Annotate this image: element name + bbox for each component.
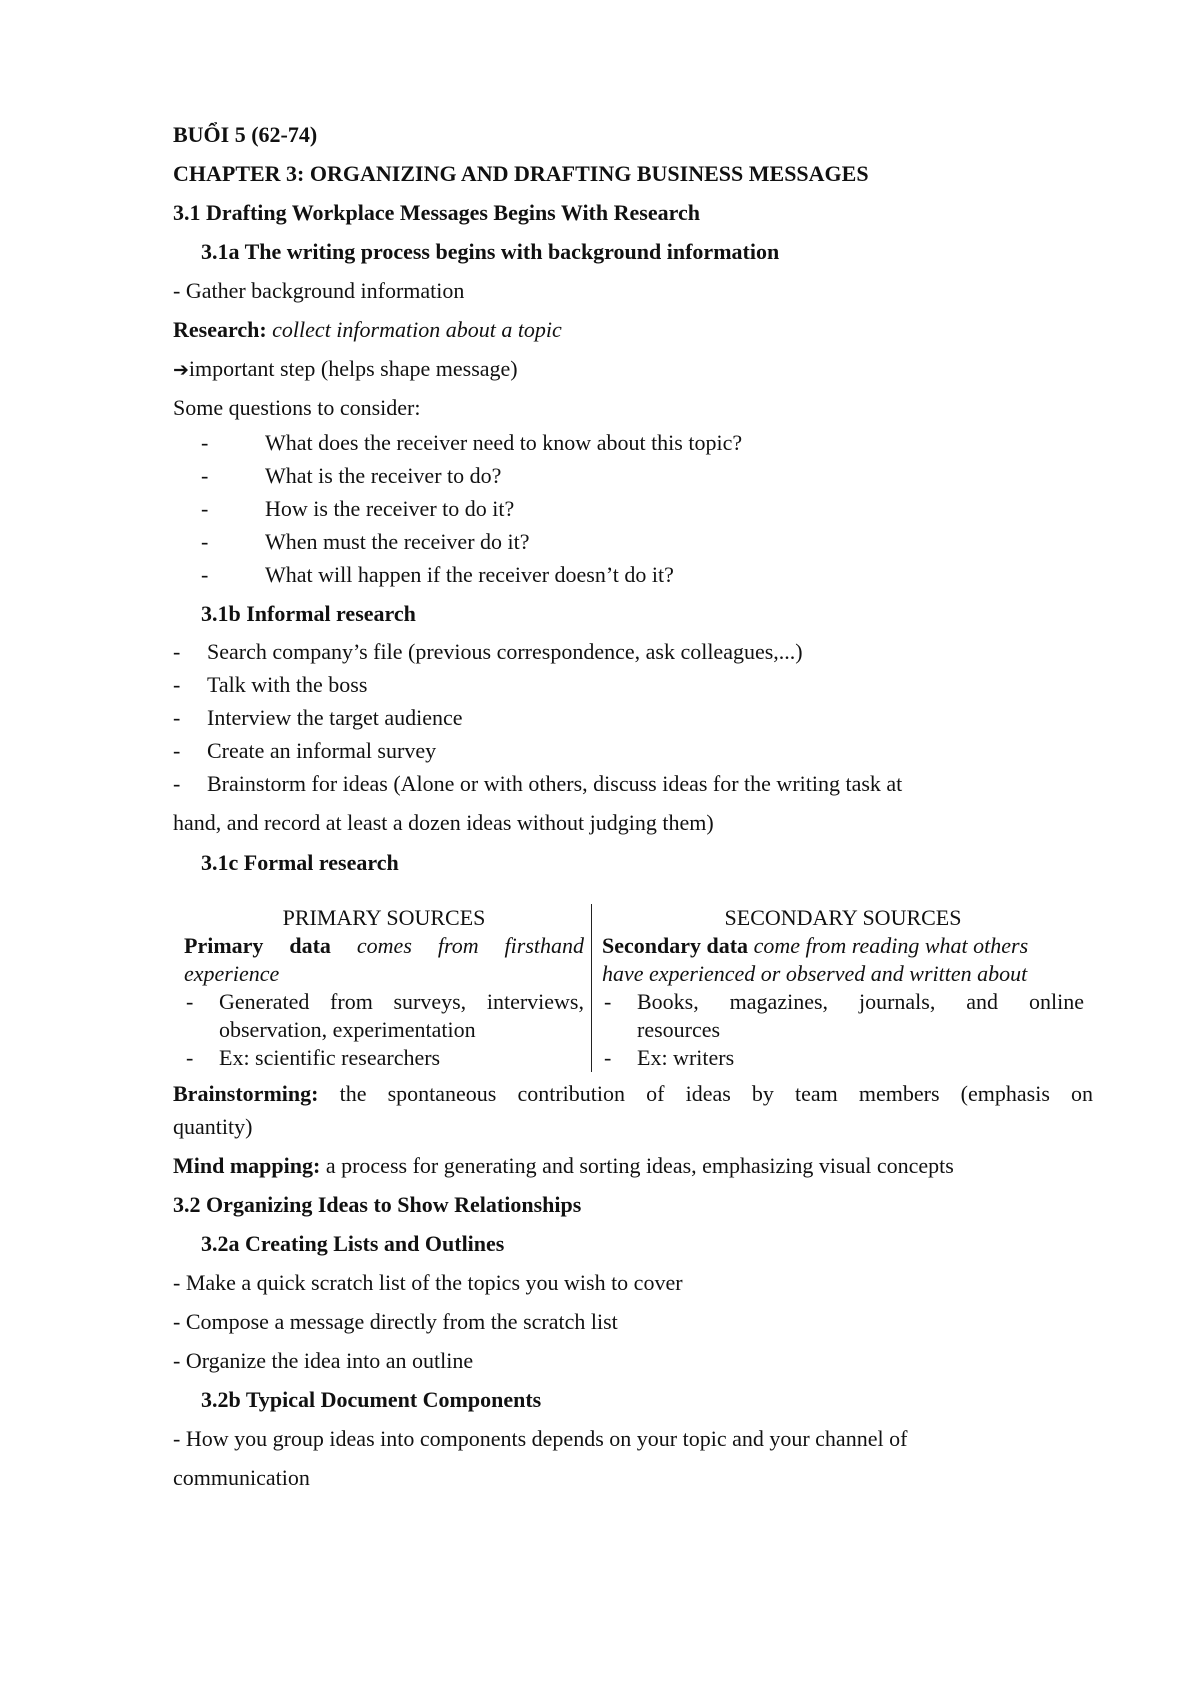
section-3-1b-heading: 3.1b Informal research	[201, 601, 416, 626]
list-item: - Brainstorm for ideas (Alone or with others, discuss ideas for the writing task at	[173, 771, 903, 796]
list-item: - Talk with the boss	[173, 672, 368, 697]
questions-intro: Some questions to consider:	[173, 395, 421, 420]
list-item: - How is the receiver to do it?	[201, 496, 515, 521]
section-3-1c-heading: 3.1c Formal research	[201, 850, 399, 875]
section-3-2-heading: 3.2 Organizing Ideas to Show Relationships	[173, 1192, 582, 1217]
primary-data-definition: Primary data comes from firsthand	[184, 933, 585, 958]
secondary-sources-column	[602, 904, 1084, 1072]
brainstorming-definition: Brainstorming: the spontaneous contribution of ideas by team members (emphasis on	[173, 1081, 1093, 1106]
secondary-data-definition-cont: have experienced or observed and written about	[602, 961, 1028, 986]
list-item: - Make a quick scratch list of the topics you wish to cover	[173, 1270, 683, 1295]
list-item: - Organize the idea into an outline	[173, 1348, 474, 1373]
section-3-1-heading: 3.1 Drafting Workplace Messages Begins With Research	[173, 200, 700, 225]
right-arrow-icon: ➔	[173, 359, 189, 381]
arrow-text: important step (helps shape message)	[188, 356, 518, 381]
background-info-line: - Gather background information	[173, 278, 465, 303]
research-label: Research:	[173, 317, 267, 342]
list-item: - What will happen if the receiver doesn’t do it?	[201, 562, 674, 587]
primary-data-definition-cont: experience	[184, 961, 280, 986]
secondary-data-definition: Secondary data come from reading what others	[602, 933, 1029, 958]
section-3-1a-heading: 3.1a The writing process begins with background information	[201, 239, 780, 264]
components-line-cont: communication	[173, 1465, 310, 1490]
primary-sources-header: PRIMARY SOURCES	[282, 905, 486, 930]
list-item: - Interview the target audience	[173, 705, 463, 730]
list-item: - Ex: scientific researchers	[186, 1045, 441, 1070]
arrow-line	[173, 354, 518, 385]
research-definition	[173, 315, 562, 345]
secondary-sources-header: SECONDARY SOURCES	[724, 905, 962, 930]
section-3-2a-heading: 3.2a Creating Lists and Outlines	[201, 1231, 505, 1256]
section-3-2b-heading: 3.2b Typical Document Components	[201, 1387, 542, 1412]
mind-mapping-definition: Mind mapping: a process for generating and sorting ideas, emphasizing visual concepts	[173, 1153, 954, 1178]
components-line: - How you group ideas into components depends on your topic and your channel of	[173, 1426, 908, 1451]
list-item: - Compose a message directly from the scratch list	[173, 1309, 618, 1334]
list-item: - What is the receiver to do?	[201, 463, 502, 488]
session-title: BUỔI 5 (62-74)	[173, 122, 318, 147]
sources-table	[173, 904, 1093, 1072]
table-divider	[591, 904, 592, 1072]
list-item: - Create an informal survey	[173, 738, 437, 763]
list-item: - Ex: writers	[604, 1045, 735, 1070]
research-def: collect information about a topic	[272, 317, 562, 342]
brainstorming-label: Brainstorming:	[173, 1081, 319, 1106]
list-item: - Books, magazines, journals, and online resources	[604, 989, 1084, 1042]
list-item: - Search company’s file (previous correspondence, ask colleagues,...)	[173, 639, 803, 664]
chapter-title: CHAPTER 3: ORGANIZING AND DRAFTING BUSINESS MESSAGES	[173, 161, 869, 186]
brainstorming-definition-cont: quantity)	[173, 1114, 253, 1139]
list-item: - What does the receiver need to know about this topic?	[201, 430, 743, 455]
list-continuation: hand, and record at least a dozen ideas without judging them)	[173, 810, 714, 835]
list-item: - When must the receiver do it?	[201, 529, 530, 554]
mind-mapping-label: Mind mapping:	[173, 1153, 321, 1178]
primary-sources-column	[184, 904, 584, 1072]
list-item: - Generated from surveys, interviews, observation, experimentation	[186, 989, 584, 1042]
